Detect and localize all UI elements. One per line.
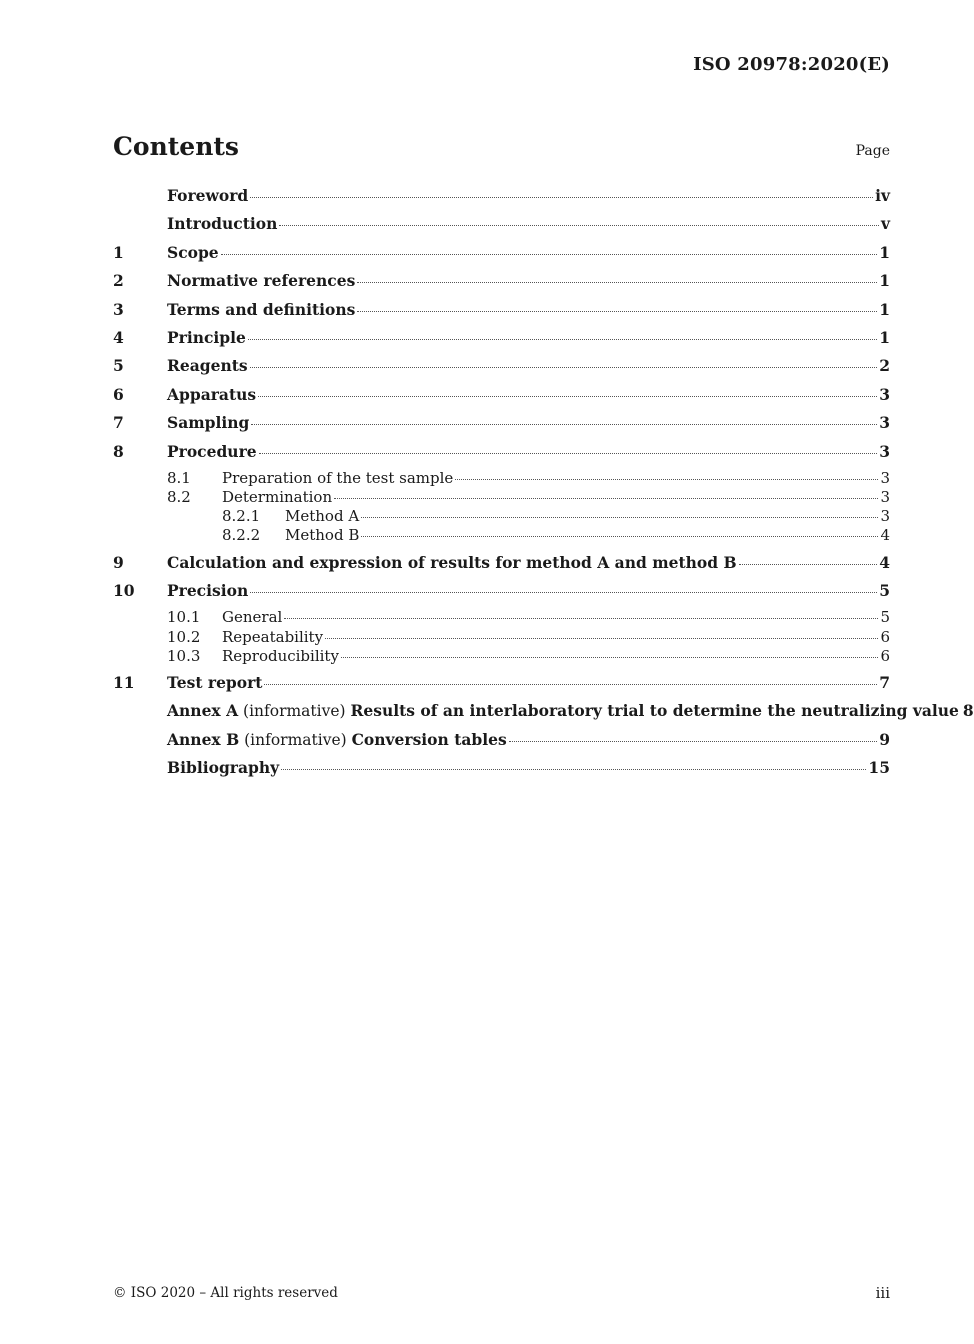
toc-dot-leader [221, 253, 878, 255]
toc-entry[interactable] [113, 441, 890, 469]
toc-dot-leader [341, 656, 879, 658]
toc-entry[interactable] [113, 213, 890, 241]
toc-entry[interactable] [113, 384, 890, 412]
toc-entry-title: Calculation and expression of results for method A and method B [167, 552, 737, 572]
toc-entry-page: 5 [880, 608, 890, 627]
toc-entry-title [167, 729, 507, 751]
toc-entry-page: 3 [880, 488, 890, 507]
toc-entry[interactable] [113, 242, 890, 270]
toc-entry-page: 1 [879, 327, 890, 347]
toc-entry-page: 8 [962, 701, 974, 721]
toc-entry[interactable] [113, 729, 890, 757]
toc-entry-title-part: Annex B [167, 729, 240, 749]
toc-entry-title: Test report [167, 673, 263, 692]
toc-entry-title [167, 700, 959, 722]
toc-entry-number: 8.2 [167, 488, 191, 507]
toc-entry-number: 2 [113, 271, 124, 291]
toc-entry-page: iv [875, 186, 890, 205]
toc-entry-page: 1 [879, 242, 890, 262]
toc-dot-leader [251, 423, 877, 425]
toc-entry-number: 10.1 [167, 608, 201, 627]
toc-entry-page: 7 [879, 673, 890, 692]
toc-entry-title-part: Annex A [167, 701, 239, 721]
toc-entry-page: 3 [880, 468, 890, 487]
toc-entry-number: 5 [113, 356, 124, 376]
toc-entry-title-part: Results of an interlaboratory trial to determine the neutralizing value [350, 701, 959, 721]
toc-dot-leader [509, 740, 877, 742]
toc-dot-leader [248, 338, 877, 340]
toc-entry[interactable] [113, 185, 890, 213]
toc-entry-number: 10.3 [167, 646, 201, 665]
toc-entry[interactable] [113, 507, 890, 526]
toc-entry-number: 8 [113, 441, 124, 461]
toc-dot-leader [264, 683, 877, 685]
toc-dot-leader [739, 563, 878, 565]
toc-entry-title: Normative references [167, 271, 356, 291]
toc-dot-leader [279, 224, 879, 226]
toc-entry-page: 4 [879, 552, 890, 572]
toc-entry-page: 5 [879, 581, 890, 601]
toc-entry-page: v [880, 214, 890, 234]
toc-entry-page: 4 [880, 526, 890, 545]
toc-entry[interactable] [113, 700, 974, 728]
toc-entry-title: Preparation of the test sample [222, 468, 454, 487]
toc-entry-title: Scope [167, 242, 219, 262]
toc-entry-number: 8.1 [167, 468, 191, 487]
toc-entry-number: 7 [113, 413, 124, 433]
toc-entry-page: 15 [868, 758, 890, 778]
page-column-label: Page [855, 143, 890, 159]
toc-entry-number: 3 [113, 299, 124, 319]
toc-entry-title: Bibliography [167, 758, 280, 778]
toc-entry-title: Method B [285, 526, 360, 545]
contents-title: Contents [113, 132, 240, 161]
toc-entry-number: 4 [113, 327, 124, 347]
toc-dot-leader [361, 516, 878, 518]
toc-dot-leader [455, 478, 878, 480]
toc-entry[interactable] [113, 412, 890, 440]
toc-entry[interactable] [113, 628, 890, 647]
toc-entry-title-part: (informative) [239, 730, 352, 749]
toc-entry[interactable] [113, 299, 890, 327]
toc-entry-page: 3 [879, 384, 890, 404]
toc-dot-leader [357, 281, 877, 283]
toc-entry[interactable] [113, 608, 890, 627]
toc-entry-title: Procedure [167, 441, 257, 461]
toc-dot-leader [250, 366, 878, 368]
toc-entry[interactable] [113, 526, 890, 545]
toc-entry[interactable] [113, 469, 890, 488]
toc-dot-leader [258, 395, 877, 397]
toc-dot-leader [259, 452, 878, 454]
toc-entry-number: 11 [113, 673, 135, 692]
toc-dot-leader [361, 535, 878, 537]
document-id: ISO 20978:2020(E) [693, 54, 890, 75]
toc-entry-title: Apparatus [167, 384, 257, 404]
toc-entry-page: 3 [879, 441, 890, 461]
toc-entry-number: 8.2.1 [222, 507, 261, 526]
table-of-contents [113, 185, 974, 786]
toc-entry-page: 6 [880, 627, 890, 646]
toc-entry-title: Introduction [167, 214, 278, 234]
toc-entry-title: Reproducibility [222, 646, 339, 665]
footer-page-number: iii [875, 1284, 890, 1302]
toc-entry-number: 9 [113, 552, 124, 572]
toc-entry-page: 3 [879, 413, 890, 433]
toc-entry-title: Determination [222, 488, 333, 507]
toc-entry-title-part: (informative) [238, 702, 351, 721]
toc-dot-leader [334, 497, 878, 499]
toc-entry-number: 1 [113, 242, 124, 262]
toc-dot-leader [284, 617, 878, 619]
footer-copyright: © ISO 2020 – All rights reserved [113, 1285, 338, 1301]
toc-entry-title: Terms and definitions [167, 299, 356, 319]
toc-entry[interactable] [113, 757, 890, 785]
toc-entry-title: Principle [167, 327, 246, 347]
toc-entry[interactable] [113, 647, 890, 666]
toc-entry-title: Method A [285, 507, 360, 526]
toc-entry-title: General [222, 608, 283, 627]
toc-entry-page: 1 [879, 271, 890, 291]
toc-entry[interactable] [113, 580, 890, 608]
toc-entry-number: 6 [113, 384, 124, 404]
toc-entry[interactable] [113, 552, 890, 580]
toc-entry-title: Reagents [167, 356, 248, 376]
toc-entry[interactable] [113, 355, 890, 383]
toc-entry-number: 10.2 [167, 627, 201, 646]
toc-entry-title: Sampling [167, 413, 250, 433]
toc-entry-page: 3 [880, 507, 890, 526]
toc-dot-leader [250, 196, 873, 198]
toc-entry-title: Precision [167, 581, 249, 601]
toc-entry-page: 1 [879, 299, 890, 319]
toc-entry[interactable] [113, 327, 890, 355]
toc-entry-page: 9 [879, 729, 890, 749]
toc-entry-page: 6 [880, 646, 890, 665]
toc-entry-number: 8.2.2 [222, 526, 261, 545]
toc-dot-leader [325, 637, 878, 639]
toc-entry-number: 10 [113, 581, 135, 601]
toc-dot-leader [281, 768, 866, 770]
toc-entry-title-part: Conversion tables [351, 729, 507, 749]
toc-entry[interactable] [113, 672, 890, 700]
toc-dot-leader [250, 591, 877, 593]
toc-entry-title: Repeatability [222, 627, 324, 646]
toc-dot-leader [357, 310, 877, 312]
toc-entry-title: Foreword [167, 186, 249, 205]
toc-entry-page: 2 [879, 356, 890, 376]
toc-entry[interactable] [113, 488, 890, 507]
toc-entry[interactable] [113, 270, 890, 298]
